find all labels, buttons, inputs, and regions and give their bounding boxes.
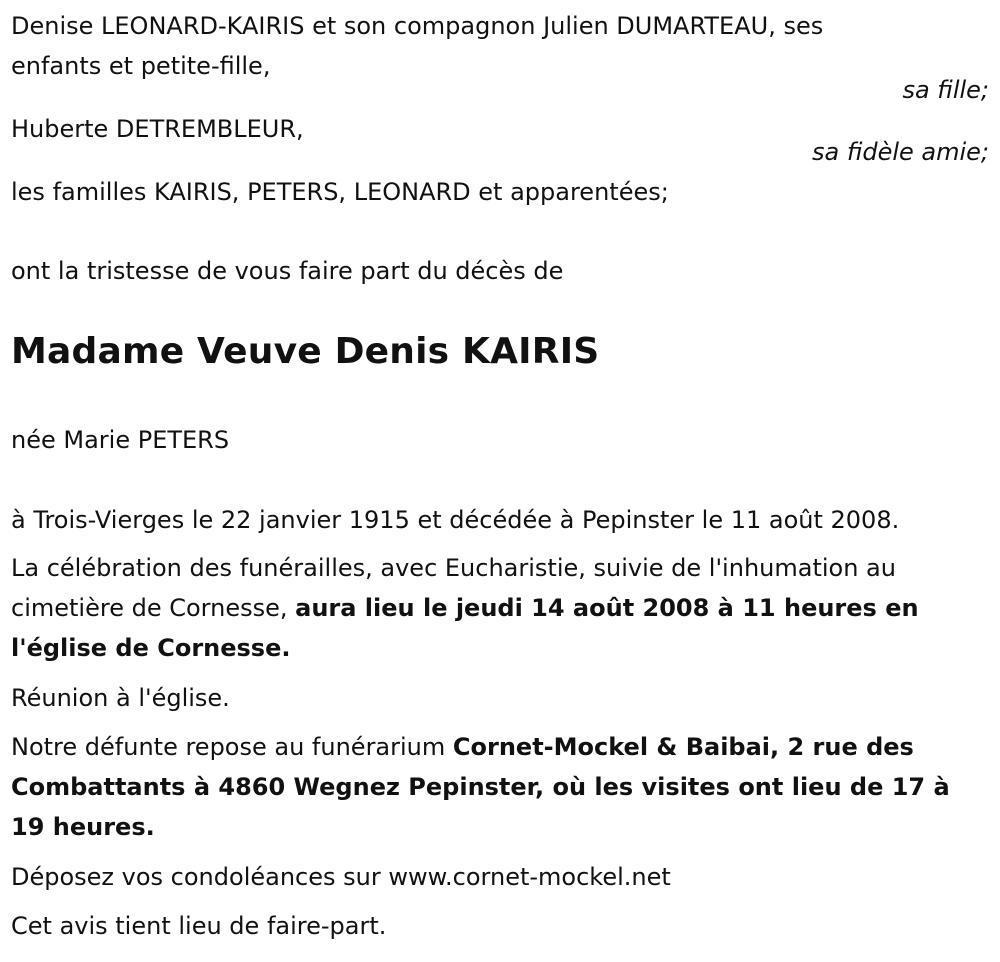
rest-line-1-plain: Notre défunte repose au funérarium	[11, 733, 446, 761]
funeral-line-3: l'église de Cornesse.	[11, 634, 291, 662]
friend-role: sa fidèle amie;	[811, 138, 989, 166]
family-relatives: les familles KAIRIS, PETERS, LEONARD et apparentées;	[11, 178, 669, 206]
closing-text: Cet avis tient lieu de faire-part.	[11, 912, 387, 940]
family-daughter-line-1: Denise LEONARD-KAIRIS et son compagnon Julien DUMARTEAU, ses	[11, 12, 824, 40]
death-notice	[11, 0, 989, 962]
deceased-birth-name: née Marie PETERS	[11, 426, 230, 454]
family-daughter-line-2: enfants et petite-fille,	[11, 52, 271, 80]
funeral-line-1: La célébration des funérailles, avec Eucharistie, suivie de l'inhumation au	[11, 554, 896, 582]
rest-line-1	[11, 727, 914, 767]
deceased-name: Madame Veuve Denis KAIRIS	[11, 331, 600, 372]
rest-line-2: Combattants à 4860 Wegnez Pepinster, où les visites ont lieu de 17 à	[11, 773, 950, 801]
funeral-line-2-bold: aura lieu le jeudi 14 août 2008 à 11 heures en	[295, 594, 919, 622]
announcement-text: ont la tristesse de vous faire part du décès de	[11, 257, 564, 285]
meeting-text: Réunion à l'église.	[11, 684, 230, 712]
rest-line-3: 19 heures.	[11, 813, 155, 841]
funeral-line-2	[11, 588, 919, 628]
daughter-role: sa fille;	[902, 76, 989, 104]
deceased-dates: à Trois-Vierges le 22 janvier 1915 et décédée à Pepinster le 11 août 2008.	[11, 506, 900, 534]
funeral-line-2-plain: cimetière de Cornesse,	[11, 594, 288, 622]
condolences-text: Déposez vos condoléances sur www.cornet-mockel.net	[11, 863, 671, 891]
rest-line-1-bold: Cornet-Mockel & Baibai, 2 rue des	[452, 733, 914, 761]
family-friend: Huberte DETREMBLEUR,	[11, 115, 304, 143]
